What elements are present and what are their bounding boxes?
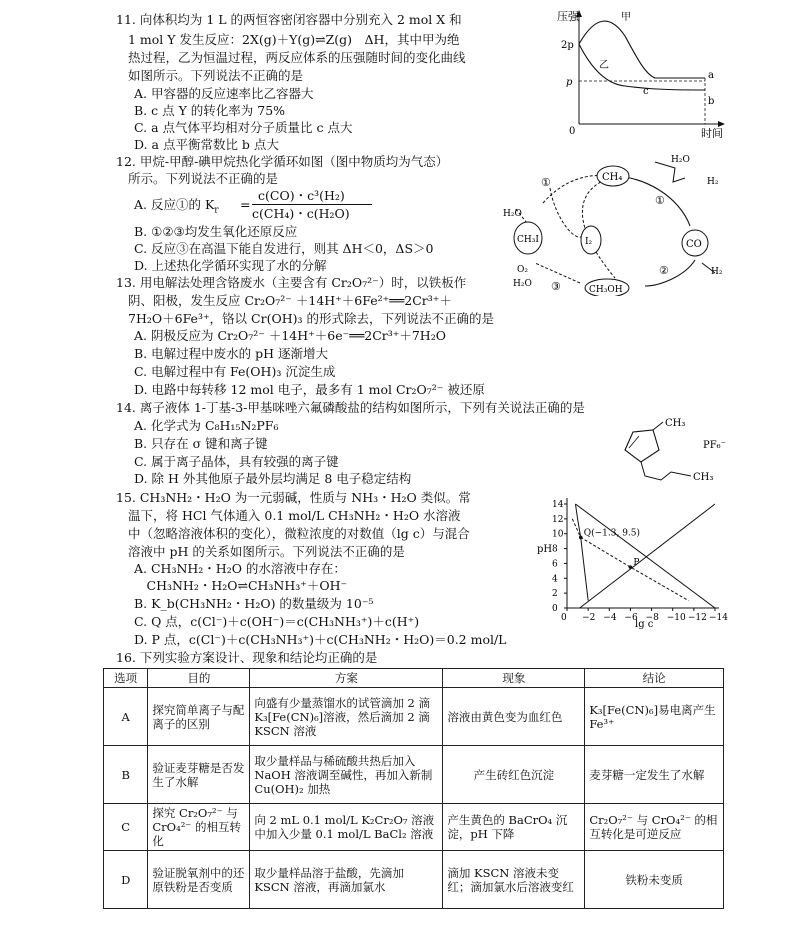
table-cell: 滴加 KSCN 溶液未变红；滴加氯水后溶液变红 xyxy=(443,851,585,909)
q11-stem-1: 11. 向体积均为 1 L 的两恒容密闭容器中分别充入 2 mol X 和 xyxy=(116,12,462,27)
q12-stem-2: 所示。下列说法不正确的是 xyxy=(128,171,279,186)
q13-option-c: C. 电解过程中有 Fe(OH)₃ 沉淀生成 xyxy=(134,364,336,379)
chart-x-tick-label: −8 xyxy=(645,613,659,623)
table-row xyxy=(104,688,724,746)
q12-node-ch3i: CH₃I xyxy=(517,235,539,245)
q12-option-b: B. ①②③均发生氧化还原反应 xyxy=(134,224,298,239)
table-cell: 产生砖红色沉淀 xyxy=(443,746,585,804)
q14-option-a: A. 化学式为 C₈H₁₅N₂PF₆ xyxy=(134,418,279,433)
q14-pf6: PF₆⁻ xyxy=(703,440,726,451)
chart-x-tick-label: −12 xyxy=(687,613,707,623)
q11-option-d: D. a 点平衡常数比 b 点大 xyxy=(134,137,279,152)
q11-stem-3: 热过程，乙为恒温过程，两反应体系的压强随时间的变化曲线 xyxy=(128,50,466,65)
q14-option-d: D. 除 H 外其他原子最外层均满足 8 电子稳定结构 xyxy=(134,471,412,486)
chart-y-tick-label: 10 xyxy=(552,529,564,540)
table-header-cell: 方案 xyxy=(250,669,443,688)
q11-curve-jia xyxy=(579,21,705,78)
chart-y-tick-label: 8 xyxy=(552,544,558,555)
chart-x-tick-label: −6 xyxy=(624,613,638,623)
table-cell: 溶液由黄色变为血红色 xyxy=(443,688,585,746)
q13-stem-1: 13. 用电解法处理含铬废水（主要含有 Cr₂O₇²⁻）时，以铁板作 xyxy=(116,275,467,290)
q11-option-c: C. a 点气体平均相对分子质量比 c 点大 xyxy=(134,120,353,135)
q11-label-yi: 乙 xyxy=(599,60,609,71)
q15-stem-2: 温下，将 HCl 气体通入 0.1 mol/L CH₃NH₂・H₂O 水溶液 xyxy=(128,508,461,523)
chart-annotation-point xyxy=(629,565,633,569)
q15-option-c: C. Q 点，c(Cl⁻)＋c(OH⁻)＝c(CH₃NH₃⁺)＋c(H⁺) xyxy=(134,614,420,629)
chart-x-tick-label: −14 xyxy=(709,613,728,623)
q12-option-a-equals: = xyxy=(240,197,251,212)
q12-step-1-left: ① xyxy=(541,176,551,189)
q12-option-a-denominator: c(CH₄)・c(H₂O) xyxy=(252,206,350,221)
table-cell: 麦芽糖一定发生了水解 xyxy=(585,746,724,804)
table-cell: C xyxy=(104,804,148,851)
table-cell: 产生黄色的 BaCrO₄ 沉淀，pH 下降 xyxy=(443,804,585,851)
table-cell: B xyxy=(104,746,148,804)
q11-point-b: b xyxy=(708,96,715,107)
q15-option-a-equation: CH₃NH₂・H₂O⇌CH₃NH₃⁺＋OH⁻ xyxy=(134,578,348,593)
q15-stem-3: 中（忽略溶液体积的变化），微粒浓度的对数值（lg c）与混合 xyxy=(128,526,470,541)
q12-step-1-right: ① xyxy=(655,194,665,207)
chart-annotation-label: Q(−1.3, 9.5) xyxy=(583,528,641,539)
chart-annotation-point xyxy=(579,536,583,540)
q11-curve-yi xyxy=(579,44,705,90)
q12-node-co: CO xyxy=(686,239,702,250)
q11-stem-2: 1 mol Y 发生反应：2X(g)＋Y(g)⇌Z(g) ΔH，其中甲为绝 xyxy=(128,32,460,47)
q12-h2-right: H₂ xyxy=(711,267,723,277)
q15-option-d: D. P 点，c(Cl⁻)＋c(CH₃NH₃⁺)＋c(CH₃NH₂・H₂O)＝0.2 mol/L xyxy=(134,632,507,647)
q12-step-3: ③ xyxy=(551,280,561,293)
table-cell: 探究简单离子与配离子的区别 xyxy=(148,688,250,746)
table-header-cell: 目的 xyxy=(148,669,250,688)
table-cell: A xyxy=(104,688,148,746)
q11-tick-p: p xyxy=(566,77,573,88)
chart-x-tick-label: −2 xyxy=(582,613,596,623)
q11-point-a: a xyxy=(708,70,714,81)
q12-stem-1: 12. 甲烷-甲醇-碘甲烷热化学循环如图（图中物质均为气态） xyxy=(116,154,449,169)
table-cell: K₃[Fe(CN)₆]易电离产生 Fe³⁺ xyxy=(585,688,724,746)
q12-option-a-numerator: c(CO)・c³(H₂) xyxy=(258,188,345,203)
q14-option-c: C. 属于离子晶体，具有较强的离子键 xyxy=(134,454,339,469)
chart-y-tick-label: 12 xyxy=(552,514,564,525)
q15-option-b: B. K_b(CH₃NH₂・H₂O) 的数量级为 10⁻⁵ xyxy=(134,596,374,611)
chart-y-tick-label: 4 xyxy=(552,574,558,585)
q16-experiment-table xyxy=(103,668,724,909)
q11-option-a: A. 甲容器的反应速率比乙容器大 xyxy=(134,86,314,101)
chart-x-label: lg c xyxy=(635,619,654,630)
q12-o2: O₂ xyxy=(517,265,528,275)
table-row xyxy=(104,851,724,909)
q13-option-a: A. 阴极反应为 Cr₂O₇²⁻ ＋14H⁺＋6e⁻══2Cr³⁺＋7H₂O xyxy=(134,328,446,343)
q12-h2o-left: H₂O xyxy=(503,209,522,219)
chart-y-tick-label: 14 xyxy=(552,500,564,510)
table-header-cell: 结论 xyxy=(585,669,724,688)
table-header-row xyxy=(104,669,724,688)
q12-option-c: C. 反应③在高温下能自发进行，则其 ΔH＜0，ΔS＞0 xyxy=(134,241,434,256)
chart-y-tick-label: 6 xyxy=(552,559,558,570)
q15-option-a: A. CH₃NH₂・H₂O 的水溶液中存在： xyxy=(134,561,346,576)
q11-tick-2p: 2p xyxy=(561,40,574,51)
chart-annotation-label: P xyxy=(633,558,640,569)
table-cell: 探究 Cr₂O₇²⁻ 与 CrO₄²⁻ 的相互转化 xyxy=(148,804,250,851)
q11-option-b: B. c 点 Y 的转化率为 75% xyxy=(134,103,286,118)
q14-ch3-bottom: CH₃ xyxy=(693,472,714,483)
table-cell: 向盛有少量蒸馏水的试管滴加 2 滴 K₃[Fe(CN)₆]溶液，然后滴加 2 滴 KSCN 溶液 xyxy=(250,688,443,746)
chart-x-tick-label: −4 xyxy=(603,613,617,623)
q11-x-axis-label: 时间 xyxy=(701,127,723,138)
q12-h2o-top: H₂O xyxy=(671,155,690,165)
chart-y-tick-label: 0 xyxy=(552,604,558,614)
q12-h2-top: H₂ xyxy=(707,177,719,187)
q11-pressure-time-figure xyxy=(555,6,730,138)
chart-x-tick-label: −10 xyxy=(666,613,686,623)
q11-y-axis-label: 压强 xyxy=(557,10,579,23)
q14-ch3-top: CH₃ xyxy=(665,418,686,429)
table-cell: 取少量样品与稀硫酸共热后加入 NaOH 溶液调至碱性，再加入新制 Cu(OH)₂ 加热 xyxy=(250,746,443,804)
q11-origin: 0 xyxy=(569,126,576,137)
chart-y-tick-label: 2 xyxy=(552,589,558,600)
table-cell: 铁粉未变质 xyxy=(585,851,724,909)
q11-stem-4: 如图所示。下列说法不正确的是 xyxy=(128,68,304,83)
q12-option-d: D. 上述热化学循环实现了水的分解 xyxy=(134,258,327,273)
table-cell: 验证脱氧剂中的还原铁粉是否变质 xyxy=(148,851,250,909)
table-cell: 取少量样品溶于盐酸，先滴加 KSCN 溶液，再滴加氯水 xyxy=(250,851,443,909)
q16-stem: 16. 下列实验方案设计、现象和结论均正确的是 xyxy=(116,650,378,665)
q12-option-a-prefix: A. 反应①的 $K_r$ xyxy=(134,197,219,216)
table-cell: 验证麦芽糖是否发生了水解 xyxy=(148,746,250,804)
table-row xyxy=(104,746,724,804)
table-header-cell: 现象 xyxy=(443,669,585,688)
chart-series-line-3 xyxy=(575,504,588,601)
q15-ph-lgc-chart xyxy=(535,490,735,630)
q12-cycle-diagram xyxy=(495,148,730,296)
q11-label-jia: 甲 xyxy=(621,12,631,23)
table-row xyxy=(104,804,724,851)
table-header-cell: 选项 xyxy=(104,669,148,688)
table-cell: 向 2 mL 0.1 mol/L K₂Cr₂O₇ 溶液中加入少量 0.1 mol/L BaCl₂ 溶液 xyxy=(250,804,443,851)
table-cell: D xyxy=(104,851,148,909)
q15-stem-4: 溶液中 pH 的关系如图所示。下列说法不正确的是 xyxy=(128,544,405,559)
q12-step-2: ② xyxy=(659,264,669,277)
q11-point-c: c xyxy=(643,86,649,97)
q12-node-i2: I₂ xyxy=(585,237,593,247)
q14-structure xyxy=(605,418,735,490)
q13-stem-2: 阴、阳极，发生反应 Cr₂O₇²⁻ ＋14H⁺＋6Fe²⁺══2Cr³⁺＋ xyxy=(128,293,452,308)
chart-y-label: pH xyxy=(537,544,553,555)
q15-stem-1: 15. CH₃NH₂・H₂O 为一元弱碱，性质与 NH₃・H₂O 类似。常 xyxy=(116,490,471,505)
q14-option-b: B. 只存在 σ 键和离子键 xyxy=(134,436,268,451)
chart-x-tick-label: 0 xyxy=(561,613,567,623)
q12-h2o-bottom: H₂O xyxy=(513,279,532,289)
q13-stem-3: 7H₂O＋6Fe³⁺，铬以 Cr(OH)₃ 的形式除去，下列说法不正确的是 xyxy=(128,311,494,326)
q13-option-d: D. 电路中每转移 12 mol 电子，最多有 1 mol Cr₂O₇²⁻ 被还原 xyxy=(134,382,485,397)
q12-node-ch4: CH₄ xyxy=(602,172,623,183)
q14-stem: 14. 离子液体 1-丁基-3-甲基咪唑六氟磷酸盐的结构如图所示，下列有关说法正确的是 xyxy=(116,400,585,415)
q12-node-ch3oh: CH₃OH xyxy=(589,285,623,295)
table-cell: Cr₂O₇²⁻ 与 CrO₄²⁻ 的相互转化是可逆反应 xyxy=(585,804,724,851)
q13-option-b: B. 电解过程中废水的 pH 逐渐增大 xyxy=(134,346,328,361)
q12-fraction-bar xyxy=(252,204,372,205)
